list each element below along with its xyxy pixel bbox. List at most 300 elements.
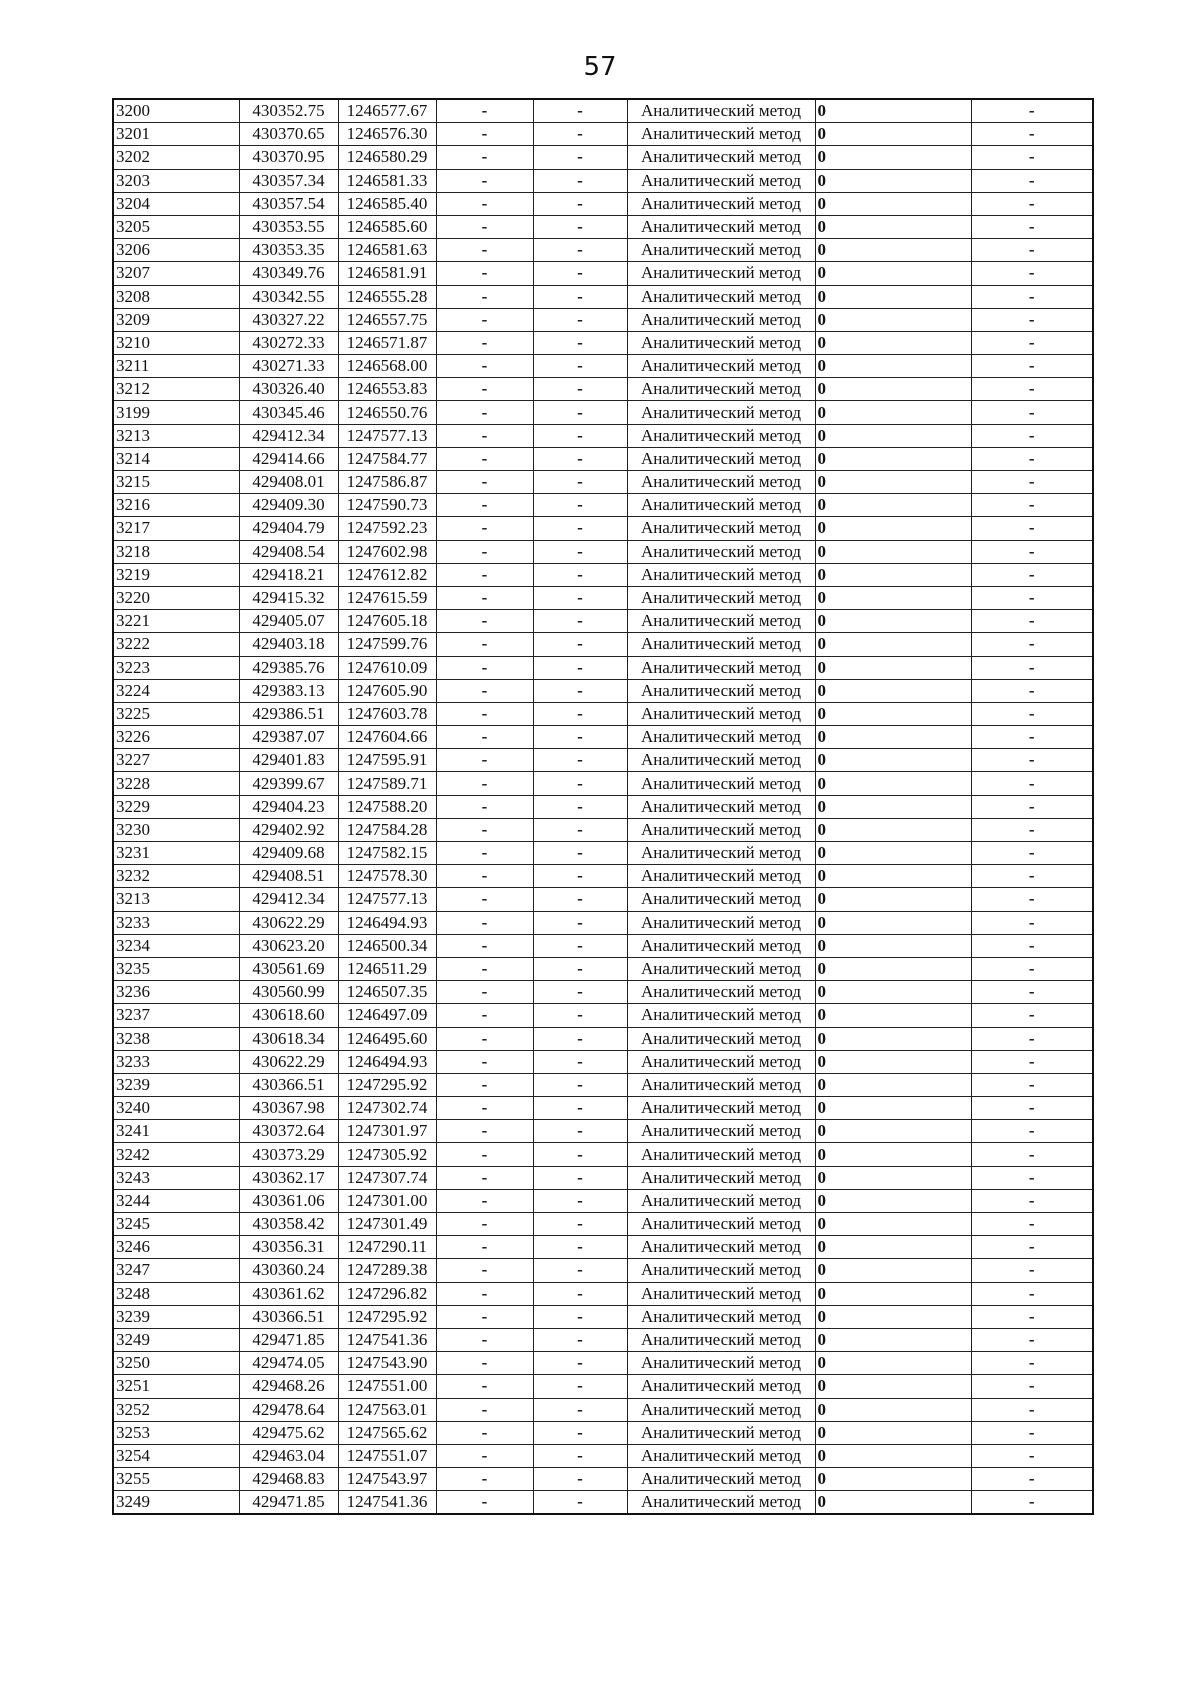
x-coordinate-cell: 430370.65 xyxy=(239,123,338,146)
point-number-cell: 3206 xyxy=(113,239,239,262)
method-cell: Аналитический метод xyxy=(627,1143,815,1166)
point-number-cell: 3220 xyxy=(113,586,239,609)
dash-cell: - xyxy=(971,494,1093,517)
dash-cell: - xyxy=(436,656,533,679)
point-number-cell: 3232 xyxy=(113,865,239,888)
dash-cell: - xyxy=(971,1120,1093,1143)
table-row xyxy=(113,1166,1093,1189)
y-coordinate-cell: 1247541.36 xyxy=(338,1328,436,1351)
dash-cell: - xyxy=(971,795,1093,818)
table-row xyxy=(113,1259,1093,1282)
dash-cell: - xyxy=(533,99,627,123)
method-cell: Аналитический метод xyxy=(627,146,815,169)
dash-cell: - xyxy=(436,447,533,470)
y-coordinate-cell: 1246557.75 xyxy=(338,308,436,331)
dash-cell: - xyxy=(533,401,627,424)
table-row xyxy=(113,262,1093,285)
point-number-cell: 3250 xyxy=(113,1352,239,1375)
dash-cell: - xyxy=(971,1073,1093,1096)
table-row xyxy=(113,1143,1093,1166)
point-number-cell: 3205 xyxy=(113,215,239,238)
dash-cell: - xyxy=(971,1398,1093,1421)
y-coordinate-cell: 1247541.36 xyxy=(338,1491,436,1515)
dash-cell: - xyxy=(436,1120,533,1143)
table-row xyxy=(113,1328,1093,1351)
accuracy-cell: 0 xyxy=(815,1073,971,1096)
accuracy-cell: 0 xyxy=(815,1213,971,1236)
x-coordinate-cell: 429387.07 xyxy=(239,726,338,749)
dash-cell: - xyxy=(436,981,533,1004)
dash-cell: - xyxy=(971,1143,1093,1166)
table-row xyxy=(113,772,1093,795)
x-coordinate-cell: 430342.55 xyxy=(239,285,338,308)
dash-cell: - xyxy=(436,1166,533,1189)
x-coordinate-cell: 429412.34 xyxy=(239,424,338,447)
x-coordinate-cell: 430353.55 xyxy=(239,215,338,238)
point-number-cell: 3233 xyxy=(113,1050,239,1073)
method-cell: Аналитический метод xyxy=(627,378,815,401)
x-coordinate-cell: 429405.07 xyxy=(239,610,338,633)
x-coordinate-cell: 429412.34 xyxy=(239,888,338,911)
dash-cell: - xyxy=(436,1143,533,1166)
x-coordinate-cell: 430362.17 xyxy=(239,1166,338,1189)
y-coordinate-cell: 1247551.00 xyxy=(338,1375,436,1398)
table-row xyxy=(113,888,1093,911)
method-cell: Аналитический метод xyxy=(627,540,815,563)
table-row xyxy=(113,1375,1093,1398)
dash-cell: - xyxy=(971,656,1093,679)
table-row xyxy=(113,1352,1093,1375)
dash-cell: - xyxy=(436,633,533,656)
dash-cell: - xyxy=(971,934,1093,957)
x-coordinate-cell: 430360.24 xyxy=(239,1259,338,1282)
y-coordinate-cell: 1246585.60 xyxy=(338,215,436,238)
y-coordinate-cell: 1247301.97 xyxy=(338,1120,436,1143)
dash-cell: - xyxy=(533,424,627,447)
table-row xyxy=(113,702,1093,725)
accuracy-cell: 0 xyxy=(815,401,971,424)
dash-cell: - xyxy=(436,679,533,702)
dash-cell: - xyxy=(533,865,627,888)
point-number-cell: 3207 xyxy=(113,262,239,285)
accuracy-cell: 0 xyxy=(815,123,971,146)
accuracy-cell: 0 xyxy=(815,911,971,934)
method-cell: Аналитический метод xyxy=(627,1073,815,1096)
table-row xyxy=(113,355,1093,378)
y-coordinate-cell: 1247586.87 xyxy=(338,471,436,494)
accuracy-cell: 0 xyxy=(815,842,971,865)
y-coordinate-cell: 1247584.28 xyxy=(338,818,436,841)
table-row xyxy=(113,169,1093,192)
x-coordinate-cell: 430361.06 xyxy=(239,1189,338,1212)
method-cell: Аналитический метод xyxy=(627,934,815,957)
table-row xyxy=(113,749,1093,772)
dash-cell: - xyxy=(436,1050,533,1073)
method-cell: Аналитический метод xyxy=(627,1468,815,1491)
dash-cell: - xyxy=(436,1328,533,1351)
method-cell: Аналитический метод xyxy=(627,911,815,934)
accuracy-cell: 0 xyxy=(815,1236,971,1259)
dash-cell: - xyxy=(436,308,533,331)
dash-cell: - xyxy=(971,957,1093,980)
point-number-cell: 3253 xyxy=(113,1421,239,1444)
y-coordinate-cell: 1247295.92 xyxy=(338,1305,436,1328)
point-number-cell: 3221 xyxy=(113,610,239,633)
dash-cell: - xyxy=(436,1259,533,1282)
x-coordinate-cell: 430327.22 xyxy=(239,308,338,331)
method-cell: Аналитический метод xyxy=(627,586,815,609)
x-coordinate-cell: 429404.79 xyxy=(239,517,338,540)
x-coordinate-cell: 430366.51 xyxy=(239,1305,338,1328)
point-number-cell: 3245 xyxy=(113,1213,239,1236)
x-coordinate-cell: 430345.46 xyxy=(239,401,338,424)
dash-cell: - xyxy=(436,586,533,609)
dash-cell: - xyxy=(533,656,627,679)
x-coordinate-cell: 430370.95 xyxy=(239,146,338,169)
point-number-cell: 3210 xyxy=(113,331,239,354)
dash-cell: - xyxy=(436,865,533,888)
dash-cell: - xyxy=(436,1073,533,1096)
y-coordinate-cell: 1247612.82 xyxy=(338,563,436,586)
dash-cell: - xyxy=(971,633,1093,656)
x-coordinate-cell: 430622.29 xyxy=(239,911,338,934)
y-coordinate-cell: 1247305.92 xyxy=(338,1143,436,1166)
x-coordinate-cell: 430352.75 xyxy=(239,99,338,123)
x-coordinate-cell: 430623.20 xyxy=(239,934,338,957)
point-number-cell: 3240 xyxy=(113,1097,239,1120)
dash-cell: - xyxy=(436,911,533,934)
dash-cell: - xyxy=(971,818,1093,841)
accuracy-cell: 0 xyxy=(815,146,971,169)
dash-cell: - xyxy=(971,888,1093,911)
x-coordinate-cell: 429386.51 xyxy=(239,702,338,725)
point-number-cell: 3254 xyxy=(113,1444,239,1467)
accuracy-cell: 0 xyxy=(815,1143,971,1166)
accuracy-cell: 0 xyxy=(815,1282,971,1305)
method-cell: Аналитический метод xyxy=(627,957,815,980)
x-coordinate-cell: 429408.51 xyxy=(239,865,338,888)
point-number-cell: 3252 xyxy=(113,1398,239,1421)
x-coordinate-cell: 430361.62 xyxy=(239,1282,338,1305)
dash-cell: - xyxy=(533,308,627,331)
dash-cell: - xyxy=(436,378,533,401)
table-row xyxy=(113,1004,1093,1027)
dash-cell: - xyxy=(533,1004,627,1027)
point-number-cell: 3201 xyxy=(113,123,239,146)
accuracy-cell: 0 xyxy=(815,540,971,563)
dash-cell: - xyxy=(533,702,627,725)
table-row xyxy=(113,494,1093,517)
point-number-cell: 3211 xyxy=(113,355,239,378)
table-row xyxy=(113,1468,1093,1491)
accuracy-cell: 0 xyxy=(815,355,971,378)
y-coordinate-cell: 1246500.34 xyxy=(338,934,436,957)
accuracy-cell: 0 xyxy=(815,1166,971,1189)
accuracy-cell: 0 xyxy=(815,517,971,540)
dash-cell: - xyxy=(533,726,627,749)
dash-cell: - xyxy=(436,1004,533,1027)
accuracy-cell: 0 xyxy=(815,563,971,586)
y-coordinate-cell: 1247582.15 xyxy=(338,842,436,865)
y-coordinate-cell: 1247590.73 xyxy=(338,494,436,517)
dash-cell: - xyxy=(436,1468,533,1491)
y-coordinate-cell: 1246576.30 xyxy=(338,123,436,146)
x-coordinate-cell: 429414.66 xyxy=(239,447,338,470)
method-cell: Аналитический метод xyxy=(627,1259,815,1282)
dash-cell: - xyxy=(971,1352,1093,1375)
method-cell: Аналитический метод xyxy=(627,308,815,331)
dash-cell: - xyxy=(533,818,627,841)
dash-cell: - xyxy=(436,192,533,215)
y-coordinate-cell: 1247295.92 xyxy=(338,1073,436,1096)
dash-cell: - xyxy=(436,99,533,123)
method-cell: Аналитический метод xyxy=(627,517,815,540)
table-row xyxy=(113,957,1093,980)
y-coordinate-cell: 1246555.28 xyxy=(338,285,436,308)
dash-cell: - xyxy=(533,957,627,980)
table-body xyxy=(113,99,1093,1514)
point-number-cell: 3231 xyxy=(113,842,239,865)
accuracy-cell: 0 xyxy=(815,702,971,725)
point-number-cell: 3199 xyxy=(113,401,239,424)
accuracy-cell: 0 xyxy=(815,772,971,795)
dash-cell: - xyxy=(436,1236,533,1259)
y-coordinate-cell: 1246571.87 xyxy=(338,331,436,354)
y-coordinate-cell: 1246507.35 xyxy=(338,981,436,1004)
table-row xyxy=(113,563,1093,586)
y-coordinate-cell: 1247290.11 xyxy=(338,1236,436,1259)
accuracy-cell: 0 xyxy=(815,1468,971,1491)
method-cell: Аналитический метод xyxy=(627,192,815,215)
dash-cell: - xyxy=(971,540,1093,563)
table-row xyxy=(113,586,1093,609)
dash-cell: - xyxy=(971,772,1093,795)
method-cell: Аналитический метод xyxy=(627,401,815,424)
method-cell: Аналитический метод xyxy=(627,656,815,679)
point-number-cell: 3239 xyxy=(113,1305,239,1328)
method-cell: Аналитический метод xyxy=(627,1328,815,1351)
point-number-cell: 3216 xyxy=(113,494,239,517)
dash-cell: - xyxy=(533,1468,627,1491)
accuracy-cell: 0 xyxy=(815,239,971,262)
dash-cell: - xyxy=(971,1421,1093,1444)
y-coordinate-cell: 1247307.74 xyxy=(338,1166,436,1189)
x-coordinate-cell: 430271.33 xyxy=(239,355,338,378)
dash-cell: - xyxy=(971,471,1093,494)
accuracy-cell: 0 xyxy=(815,934,971,957)
accuracy-cell: 0 xyxy=(815,865,971,888)
accuracy-cell: 0 xyxy=(815,888,971,911)
dash-cell: - xyxy=(971,1375,1093,1398)
point-number-cell: 3226 xyxy=(113,726,239,749)
dash-cell: - xyxy=(971,1236,1093,1259)
method-cell: Аналитический метод xyxy=(627,1375,815,1398)
dash-cell: - xyxy=(533,1027,627,1050)
table-row xyxy=(113,123,1093,146)
table-row xyxy=(113,1120,1093,1143)
y-coordinate-cell: 1247592.23 xyxy=(338,517,436,540)
x-coordinate-cell: 429383.13 xyxy=(239,679,338,702)
table-row xyxy=(113,146,1093,169)
x-coordinate-cell: 430373.29 xyxy=(239,1143,338,1166)
method-cell: Аналитический метод xyxy=(627,471,815,494)
accuracy-cell: 0 xyxy=(815,378,971,401)
x-coordinate-cell: 430372.64 xyxy=(239,1120,338,1143)
table-row xyxy=(113,865,1093,888)
y-coordinate-cell: 1246580.29 xyxy=(338,146,436,169)
dash-cell: - xyxy=(971,1468,1093,1491)
y-coordinate-cell: 1246553.83 xyxy=(338,378,436,401)
point-number-cell: 3249 xyxy=(113,1328,239,1351)
method-cell: Аналитический метод xyxy=(627,262,815,285)
dash-cell: - xyxy=(971,99,1093,123)
accuracy-cell: 0 xyxy=(815,1444,971,1467)
dash-cell: - xyxy=(436,262,533,285)
dash-cell: - xyxy=(533,1375,627,1398)
dash-cell: - xyxy=(971,1027,1093,1050)
dash-cell: - xyxy=(533,285,627,308)
x-coordinate-cell: 430618.60 xyxy=(239,1004,338,1027)
dash-cell: - xyxy=(971,1050,1093,1073)
dash-cell: - xyxy=(971,1166,1093,1189)
dash-cell: - xyxy=(436,215,533,238)
y-coordinate-cell: 1247603.78 xyxy=(338,702,436,725)
dash-cell: - xyxy=(533,447,627,470)
dash-cell: - xyxy=(971,517,1093,540)
dash-cell: - xyxy=(436,1491,533,1515)
method-cell: Аналитический метод xyxy=(627,355,815,378)
dash-cell: - xyxy=(436,842,533,865)
method-cell: Аналитический метод xyxy=(627,633,815,656)
x-coordinate-cell: 430560.99 xyxy=(239,981,338,1004)
dash-cell: - xyxy=(533,355,627,378)
method-cell: Аналитический метод xyxy=(627,865,815,888)
point-number-cell: 3222 xyxy=(113,633,239,656)
method-cell: Аналитический метод xyxy=(627,1352,815,1375)
table-row xyxy=(113,308,1093,331)
method-cell: Аналитический метод xyxy=(627,772,815,795)
x-coordinate-cell: 429463.04 xyxy=(239,1444,338,1467)
dash-cell: - xyxy=(436,702,533,725)
dash-cell: - xyxy=(533,772,627,795)
dash-cell: - xyxy=(436,726,533,749)
dash-cell: - xyxy=(533,262,627,285)
dash-cell: - xyxy=(971,169,1093,192)
x-coordinate-cell: 429474.05 xyxy=(239,1352,338,1375)
accuracy-cell: 0 xyxy=(815,656,971,679)
accuracy-cell: 0 xyxy=(815,1189,971,1212)
dash-cell: - xyxy=(971,447,1093,470)
dash-cell: - xyxy=(436,957,533,980)
point-number-cell: 3241 xyxy=(113,1120,239,1143)
dash-cell: - xyxy=(436,331,533,354)
method-cell: Аналитический метод xyxy=(627,1236,815,1259)
x-coordinate-cell: 430357.54 xyxy=(239,192,338,215)
x-coordinate-cell: 429475.62 xyxy=(239,1421,338,1444)
dash-cell: - xyxy=(971,1444,1093,1467)
dash-cell: - xyxy=(436,1444,533,1467)
dash-cell: - xyxy=(533,494,627,517)
y-coordinate-cell: 1247584.77 xyxy=(338,447,436,470)
dash-cell: - xyxy=(436,169,533,192)
y-coordinate-cell: 1246494.93 xyxy=(338,911,436,934)
dash-cell: - xyxy=(533,192,627,215)
table-row xyxy=(113,1189,1093,1212)
dash-cell: - xyxy=(436,1421,533,1444)
method-cell: Аналитический метод xyxy=(627,494,815,517)
x-coordinate-cell: 430356.31 xyxy=(239,1236,338,1259)
dash-cell: - xyxy=(971,239,1093,262)
method-cell: Аналитический метод xyxy=(627,610,815,633)
method-cell: Аналитический метод xyxy=(627,679,815,702)
dash-cell: - xyxy=(971,285,1093,308)
method-cell: Аналитический метод xyxy=(627,818,815,841)
dash-cell: - xyxy=(533,633,627,656)
method-cell: Аналитический метод xyxy=(627,842,815,865)
method-cell: Аналитический метод xyxy=(627,215,815,238)
point-number-cell: 3209 xyxy=(113,308,239,331)
table-row xyxy=(113,401,1093,424)
y-coordinate-cell: 1247563.01 xyxy=(338,1398,436,1421)
dash-cell: - xyxy=(533,586,627,609)
dash-cell: - xyxy=(533,331,627,354)
point-number-cell: 3244 xyxy=(113,1189,239,1212)
dash-cell: - xyxy=(971,1282,1093,1305)
dash-cell: - xyxy=(436,563,533,586)
table-row xyxy=(113,633,1093,656)
dash-cell: - xyxy=(436,494,533,517)
y-coordinate-cell: 1247543.97 xyxy=(338,1468,436,1491)
point-number-cell: 3213 xyxy=(113,888,239,911)
point-number-cell: 3218 xyxy=(113,540,239,563)
table-row xyxy=(113,192,1093,215)
x-coordinate-cell: 429408.01 xyxy=(239,471,338,494)
method-cell: Аналитический метод xyxy=(627,239,815,262)
point-number-cell: 3225 xyxy=(113,702,239,725)
point-number-cell: 3249 xyxy=(113,1491,239,1515)
table-row xyxy=(113,1305,1093,1328)
dash-cell: - xyxy=(971,842,1093,865)
dash-cell: - xyxy=(436,1213,533,1236)
method-cell: Аналитический метод xyxy=(627,1398,815,1421)
method-cell: Аналитический метод xyxy=(627,1444,815,1467)
point-number-cell: 3237 xyxy=(113,1004,239,1027)
point-number-cell: 3213 xyxy=(113,424,239,447)
dash-cell: - xyxy=(533,1328,627,1351)
dash-cell: - xyxy=(533,842,627,865)
x-coordinate-cell: 430622.29 xyxy=(239,1050,338,1073)
table-row xyxy=(113,981,1093,1004)
dash-cell: - xyxy=(971,1097,1093,1120)
dash-cell: - xyxy=(533,1259,627,1282)
x-coordinate-cell: 430349.76 xyxy=(239,262,338,285)
y-coordinate-cell: 1247577.13 xyxy=(338,424,436,447)
dash-cell: - xyxy=(533,563,627,586)
table-row xyxy=(113,447,1093,470)
table-row xyxy=(113,656,1093,679)
dash-cell: - xyxy=(971,1213,1093,1236)
method-cell: Аналитический метод xyxy=(627,169,815,192)
dash-cell: - xyxy=(533,610,627,633)
dash-cell: - xyxy=(533,471,627,494)
dash-cell: - xyxy=(971,146,1093,169)
dash-cell: - xyxy=(971,749,1093,772)
y-coordinate-cell: 1247604.66 xyxy=(338,726,436,749)
method-cell: Аналитический метод xyxy=(627,749,815,772)
dash-cell: - xyxy=(436,1027,533,1050)
y-coordinate-cell: 1246511.29 xyxy=(338,957,436,980)
method-cell: Аналитический метод xyxy=(627,1491,815,1515)
